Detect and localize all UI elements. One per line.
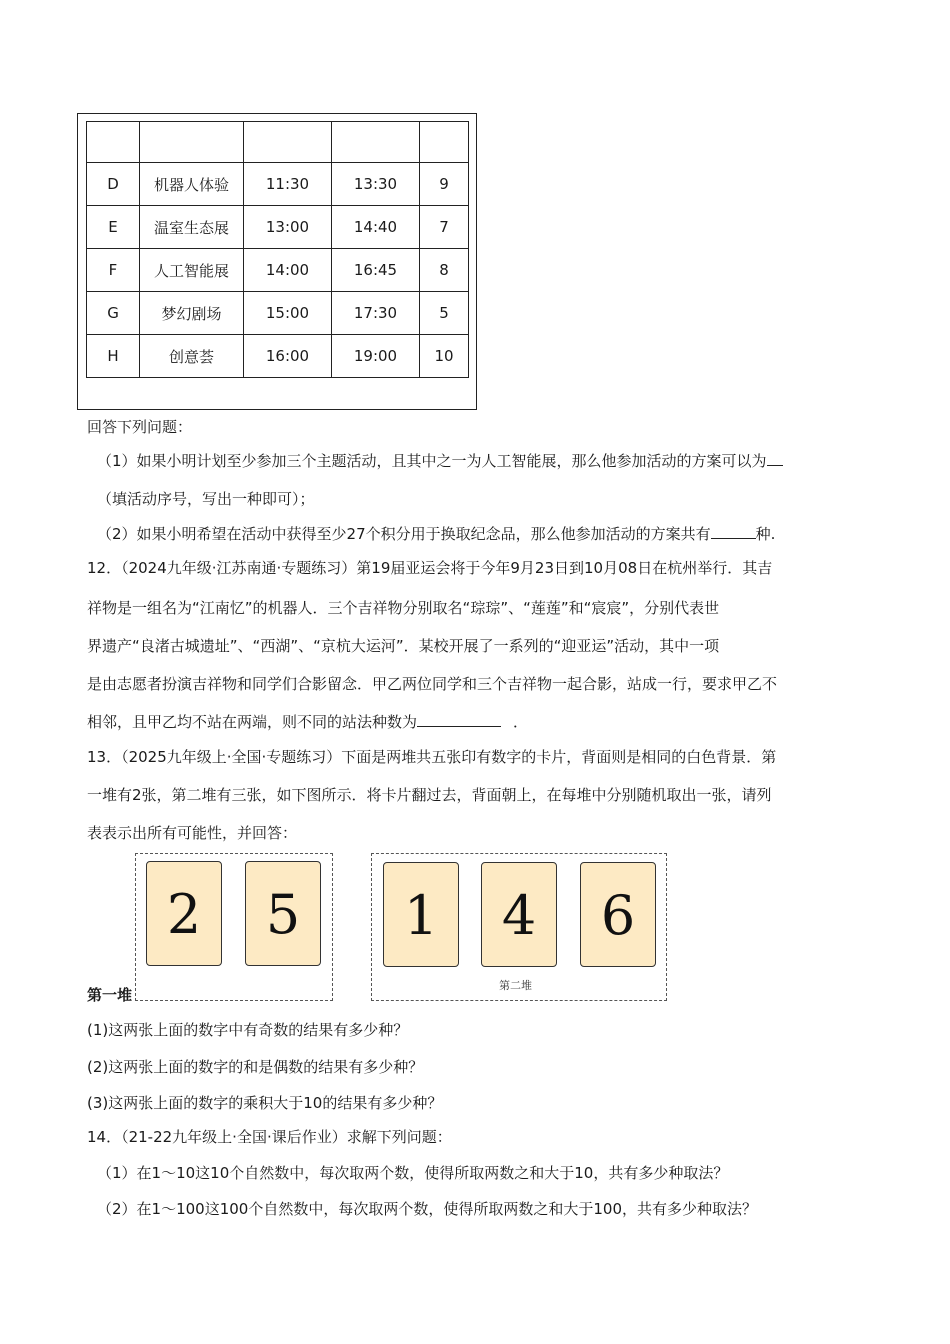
end-time: 19:00 — [332, 335, 420, 378]
activity-id: E — [87, 206, 140, 249]
number-card: 2 — [146, 861, 222, 966]
q11-part1-text: （1）如果小明计划至少参加三个主题活动，且其中之一为人工智能展，那么他参加活动的方案可以为 — [97, 452, 767, 470]
q12-line: 是由志愿者扮演吉祥物和同学们合影留念．甲乙两位同学和三个吉祥物一起合影，站成一行，要求甲乙不 — [87, 675, 778, 693]
q11-part2-unit: 种. — [755, 525, 776, 543]
header-cell — [140, 122, 244, 163]
answer-blank — [417, 712, 501, 727]
number-card: 6 — [580, 862, 656, 967]
header-cell — [87, 122, 140, 163]
q13-line: 一堆有2张，第二堆有三张，如下图所示．将卡片翻过去，背面朝上，在每堆中分别随机取出一张，请列 — [87, 786, 772, 804]
header-cell — [332, 122, 420, 163]
activity-name: 机器人体验 — [140, 163, 244, 206]
q12-line: 祥物是一组名为“江南忆”的机器人．三个吉祥物分别取名“琮琮”、“莲莲”和“宸宸”，分别代表世 — [87, 599, 720, 617]
start-time: 11:30 — [244, 163, 332, 206]
q13-line: 表表示出所有可能性，并回答： — [87, 824, 298, 842]
points: 5 — [420, 292, 469, 335]
answer-blank — [767, 451, 783, 466]
answer-blank — [711, 524, 756, 539]
q12-line: 界遗产“良渚古城遗址”、“西湖”、“京杭大运河”．某校开展了一系列的“迎亚运”活动，其中一项 — [87, 637, 720, 655]
points: 7 — [420, 206, 469, 249]
header-cell — [420, 122, 469, 163]
q12-text: 相邻，且甲乙均不站在两端，则不同的站法种数为 — [87, 713, 418, 731]
q12-line — [87, 712, 867, 732]
number-card: 1 — [383, 862, 459, 967]
number-card: 4 — [481, 862, 557, 967]
activity-id: H — [87, 335, 140, 378]
q13-sub3: (3)这两张上面的数字的乘积大于10的结果有多少种？ — [87, 1094, 443, 1112]
activity-id: D — [87, 163, 140, 206]
table-row — [87, 335, 469, 378]
q11-part1-line2: （填活动序号，写出一种即可）； — [97, 490, 315, 508]
q14-title: 14．（21-22九年级上·全国·课后作业）求解下列问题： — [87, 1128, 452, 1146]
table-row — [87, 292, 469, 335]
start-time: 15:00 — [244, 292, 332, 335]
end-time: 13:30 — [332, 163, 420, 206]
schedule-table — [86, 121, 469, 378]
activity-id: F — [87, 249, 140, 292]
q11-part2-text: （2）如果小明希望在活动中获得至少27个积分用于换取纪念品，那么他参加活动的方案共有 — [97, 525, 711, 543]
end-time: 16:45 — [332, 249, 420, 292]
start-time: 14:00 — [244, 249, 332, 292]
activity-name: 创意荟 — [140, 335, 244, 378]
q13-sub1: (1)这两张上面的数字中有奇数的结果有多少种？ — [87, 1021, 409, 1039]
pile1-label: 第一堆 — [87, 986, 133, 1004]
table-row — [87, 249, 469, 292]
q13-sub2: (2)这两张上面的数字的和是偶数的结果有多少种？ — [87, 1058, 424, 1076]
end-time: 17:30 — [332, 292, 420, 335]
pile2-label: 第二堆 — [499, 979, 532, 992]
points: 8 — [420, 249, 469, 292]
q12-period: ． — [513, 713, 529, 731]
activity-id: G — [87, 292, 140, 335]
q12-line: 12．（2024九年级·江苏南通·专题练习）第19届亚运会将于今年9月23日到10月08日在杭州举行．其吉 — [87, 559, 773, 577]
q11-part2 — [97, 524, 877, 544]
q11-intro: 回答下列问题： — [87, 418, 193, 436]
number-card: 5 — [245, 861, 321, 966]
end-time: 14:40 — [332, 206, 420, 249]
table-header-row — [87, 122, 469, 163]
table-row — [87, 163, 469, 206]
activity-name: 人工智能展 — [140, 249, 244, 292]
points: 9 — [420, 163, 469, 206]
points: 10 — [420, 335, 469, 378]
header-cell — [244, 122, 332, 163]
activity-name: 温室生态展 — [140, 206, 244, 249]
q11-part1-line1 — [97, 451, 877, 471]
q13-line: 13．（2025九年级上·全国·专题练习）下面是两堆共五张印有数字的卡片，背面则是相同的白色背景．第 — [87, 748, 777, 766]
activity-name: 梦幻剧场 — [140, 292, 244, 335]
q14-sub1: （1）在1～10这10个自然数中，每次取两个数，使得所取两数之和大于10，共有多少种取法？ — [97, 1164, 729, 1182]
table-row — [87, 206, 469, 249]
start-time: 13:00 — [244, 206, 332, 249]
q14-sub2: （2）在1～100这100个自然数中，每次取两个数，使得所取两数之和大于100，共有多少种取法？ — [97, 1200, 757, 1218]
start-time: 16:00 — [244, 335, 332, 378]
